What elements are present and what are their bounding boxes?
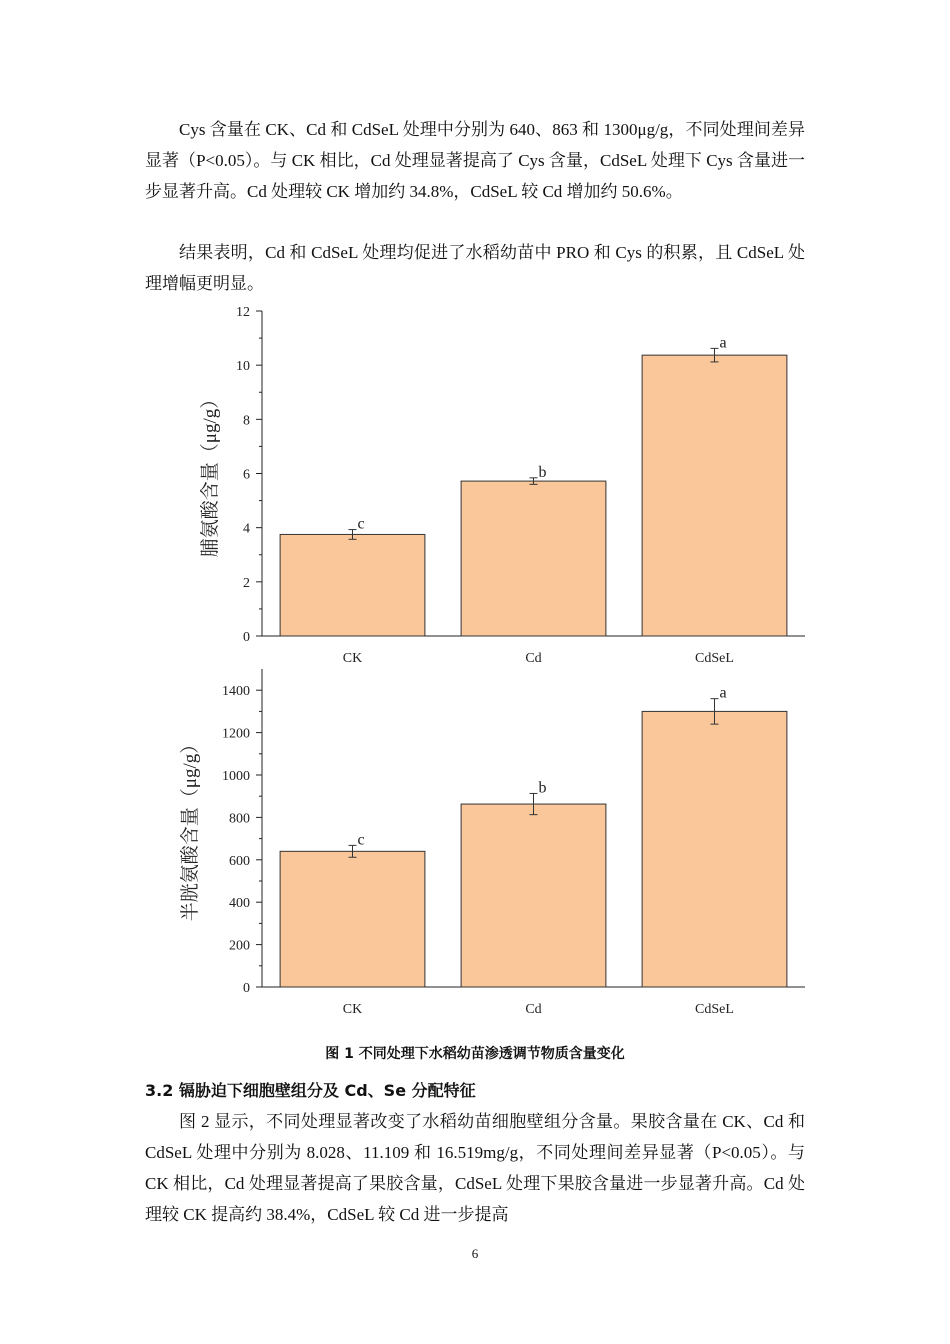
y-tick-label: 8 xyxy=(243,413,250,429)
bar-Cd xyxy=(461,481,606,636)
bar-CdSeL xyxy=(642,355,787,636)
y-tick-label: 1400 xyxy=(222,684,250,700)
x-tick-label: CK xyxy=(342,1002,363,1017)
figure-caption: 图 1 不同处理下水稻幼苗渗透调节物质含量变化 xyxy=(325,1046,625,1062)
x-tick-label: Cd xyxy=(525,651,542,666)
y-tick-label: 10 xyxy=(236,359,250,375)
bar-CK xyxy=(280,534,425,636)
y-axis-label: 脯氨酸含量（μg/g） xyxy=(200,389,221,558)
y-tick-label: 4 xyxy=(243,521,250,537)
y-tick-label: 0 xyxy=(243,630,250,645)
y-axis-label: 半胱氨酸含量（μg/g） xyxy=(180,734,201,922)
significance-label: c xyxy=(357,515,365,533)
y-tick-label: 400 xyxy=(229,896,250,912)
x-tick-label: CdSeL xyxy=(695,651,734,666)
x-tick-label: CK xyxy=(342,651,363,666)
bar-CdSeL xyxy=(642,711,787,987)
x-tick-label: Cd xyxy=(525,1002,542,1017)
cysteine-bar-chart xyxy=(170,662,830,1022)
bar-Cd xyxy=(461,804,606,987)
proline-bar-chart xyxy=(170,302,830,672)
y-tick-label: 2 xyxy=(243,575,250,591)
page-number: 6 xyxy=(471,1246,479,1261)
significance-label: c xyxy=(357,831,365,849)
significance-label: a xyxy=(719,334,727,352)
paragraph-results-summary: 结果表明，Cd 和 CdSeL 处理均促进了水稻幼苗中 PRO 和 Cys 的积累，且 CdSeL 处理增幅更明显。 xyxy=(145,243,805,293)
x-tick-label: CdSeL xyxy=(695,1002,734,1017)
paragraph-cys-content: Cys 含量在 CK、Cd 和 CdSeL 处理中分别为 640、863 和 1300μg/g，不同处理间差异显著（P<0.05）。与 CK 相比，Cd 处理显著提高了 Cys 含量，CdSeL 处理下 Cys 含量进一步显著升高。Cd 处理较 CK 增加约 34.8%，CdSeL 较 Cd 增加约 50.6%。 xyxy=(145,120,805,201)
y-tick-label: 12 xyxy=(236,305,250,320)
section-heading: 3.2 镉胁迫下细胞壁组分及 Cd、Se 分配特征 xyxy=(145,1081,476,1100)
bar-CK xyxy=(280,851,425,987)
y-tick-label: 0 xyxy=(243,981,250,996)
significance-label: b xyxy=(538,463,547,481)
y-tick-label: 1000 xyxy=(222,769,250,784)
y-tick-label: 1200 xyxy=(222,726,250,742)
significance-label: a xyxy=(719,684,727,702)
y-tick-label: 6 xyxy=(243,467,250,483)
y-tick-label: 200 xyxy=(229,938,250,954)
y-tick-label: 600 xyxy=(229,853,250,869)
significance-label: b xyxy=(538,779,547,797)
y-tick-label: 800 xyxy=(229,811,250,827)
paragraph-cell-wall: 图 2 显示，不同处理显著改变了水稻幼苗细胞壁组分含量。果胶含量在 CK、Cd 和 CdSeL 处理中分别为 8.028、11.109 和 16.519mg/g，不同处理间差异显著（P<0.05）。与 CK 相比，Cd 处理显著提高了果胶含量，CdSeL 处理下果胶含量进一步显著升高。Cd 处理较 CK 提高约 38.4%，CdSeL 较 Cd 进一步提高 xyxy=(145,1112,806,1224)
